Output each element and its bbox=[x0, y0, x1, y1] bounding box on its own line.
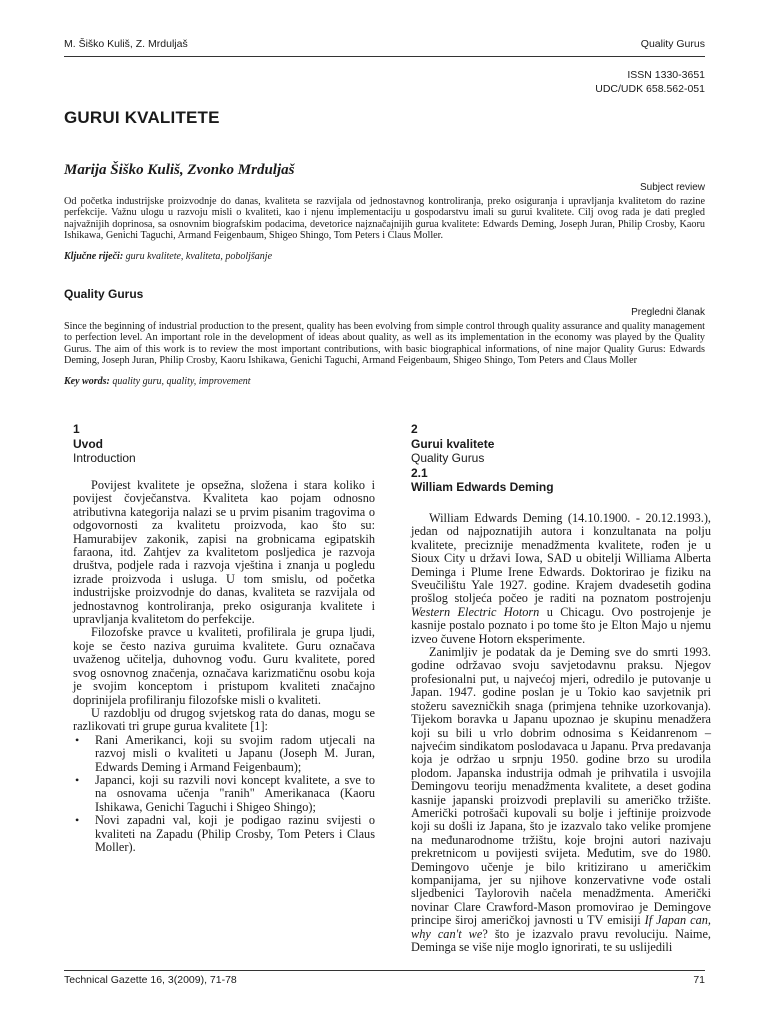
header-authors: M. Šiško Kuliš, Z. Mrduljaš bbox=[64, 38, 188, 50]
right-column bbox=[411, 512, 711, 954]
page-number: 71 bbox=[693, 974, 705, 986]
abstract-english: Since the beginning of industrial production to the present, quality has been evolving from simple control through quality assurance and quality management to perfection level. An important role in the development of ideas about quality, as well as its implementation in the economy was played by the Quality Gurus. The aim of this work is to review the most important contributions, with basic biographical informations, of nine major Quality Gurus: Edwards Deming, Joseph Juran, Philip Crosby, Kaoru Ishikawa, Genichi Taguchi, Armand Feigenbaum, Shigeo Shingo, Tom Peters and Claus Moller bbox=[64, 321, 705, 367]
intro-paragraph-3: U razdoblju od drugog svjetskog rata do danas, mogu se razlikovati tri grupe gurua kvalitete [1]: bbox=[73, 705, 375, 734]
paper-authors: Marija Šiško Kuliš, Zvonko Mrduljaš bbox=[64, 162, 295, 178]
list-item: • Japanci, koji su razvili novi koncept kvalitete, a sve to na osnovama učenja "ranih" Amerikanaca (Kaoru Ishikawa, Genichi Taguchi i Shigeo Shingo); bbox=[95, 774, 375, 814]
section-2-title: Gurui kvalitete bbox=[411, 436, 495, 451]
tv-show-title: If Japan can, why can't we bbox=[411, 913, 711, 941]
section-1-number: 1 bbox=[73, 422, 80, 436]
intro-paragraph-1: Povijest kvalitete je opsežna, složena i stara koliko i povijest čovječanstva. Kvaliteta kao pojam odnosno atributivna kategorija nalazi se u prvim pisanim tragovima o odgovornosti za kvalitetu proizvoda, kao što su: Hamurabijev zakonik, zapisi na grobnicama egipatskih faraona, itd. Zahtjev za kvalitetom posljedica je razvoja društva, podjele rada i razvoja vještina i znanja u pogledu izrade proizvoda i usluga. U tom smislu, od početka industrijske proizvodnje do danas, kvaliteta se razvijala od jednostavnog kontroliranja, preko osiguranja kvalitete i upravljanja kvalitetom do perfekcije. bbox=[73, 478, 375, 627]
section-2-subtitle: Quality Gurus bbox=[411, 451, 485, 465]
header-rule bbox=[64, 56, 705, 57]
section-2-1-number: 2.1 bbox=[411, 465, 428, 480]
keywords-label-hr: Ključne riječi: bbox=[64, 251, 124, 262]
article-type-en: Subject review bbox=[639, 182, 705, 193]
section-1-heading bbox=[73, 422, 136, 466]
keywords-croatian bbox=[64, 251, 272, 262]
article-type-hr: Pregledni članak bbox=[631, 307, 705, 318]
deming-paragraph-2 bbox=[411, 646, 711, 954]
deming-p1-text-a: William Edwards Deming (14.10.1900. - 20.12.1993.), jedan od najpoznatijih autora i konzultanata na polju kvalitete, preciznije menadžmenta kvalitete, rođen je u Sioux City u državi Iowa, SAD u obitelji Williama Alberta Deminga i Plume Irene Edwards. Doktorirao je fiziku na Sveučilištu Yale 1927. godine. Krajem dvadesetih godina prošlog stoljeća počeo je raditi na poznatom postrojenju bbox=[411, 511, 711, 606]
section-2-number: 2 bbox=[411, 422, 418, 436]
keywords-label-en: Key words: bbox=[64, 376, 110, 387]
footer-citation: Technical Gazette 16, 3(2009), 71-78 bbox=[64, 974, 237, 986]
header-journal-section: Quality Gurus bbox=[640, 38, 705, 50]
section-1-title: Uvod bbox=[73, 436, 103, 451]
list-item: • Rani Amerikanci, koji su svojim radom utjecali na razvoj misli o kvaliteti u Japanu (Joseph M. Juran, Edwards Deming i Armand Feigenbaum); bbox=[95, 734, 375, 774]
udc-number: UDC/UDK 658.562-051 bbox=[595, 83, 705, 95]
footer-rule bbox=[64, 970, 705, 971]
issn-block bbox=[595, 68, 705, 96]
keywords-text-en: quality guru, quality, improvement bbox=[112, 376, 251, 387]
deming-p1-text-b: u Chicagu. Ovo postrojenje je kasnije postalo poznato i po tome što je Elton Majo u njemu izveo čuvene Hotorn eksperimente. bbox=[411, 604, 711, 646]
issn-number: ISSN 1330-3651 bbox=[627, 69, 705, 81]
deming-paragraph-1 bbox=[411, 512, 711, 646]
deming-p2-text-a: Zanimljiv je podatak da je Deming sve do smrti 1993. godine održavao svoju savjetodavnu praksu. Njegov profesionalni put, u najvećoj mjeri, odredilo je putovanje u Japan. 1947. godine poslan je u Tokio kao savjetnik pri stožeru savezničkih snaga (primjena tehnike uzorkovanja). Tijekom boravka u Japanu upoznao je skupinu menadžera koji su bili u vrlo dobrim odnosima s Keidanrenom – najvećim sindikatom poslodavaca u Japanu. Prva predavanja koja je održao u srpnju 1950. godine brzo su urodila plodom. Japanska industrija odmah je prihvatila i usvojila Demingovu teoriju menadžmenta kvalitete, a deset godina kasnije japanski proizvodi preplavili su američko tržište. Američki potrošači kupovali su bolje i jeftinije proizvode koji su došli iz Japana, što je izazvalo tako velike promjene na međunarodnome tržištu, koje brojni autori nazivaju prekretnicom u povijesti svijeta. Međutim, sve do 1980. Demingovo učenje je bilo kritizirano u američkim kompanijama, jer su njihove konzervativne vođe ostali sljedbenici Taylorovih načela menadžmenta. Američki novinar Clare Crawford-Mason promovirao je Demingove principe široj američkoj javnosti u TV emisiji bbox=[411, 645, 711, 928]
western-electric-name: Western Electric Hotorn bbox=[411, 604, 540, 619]
list-item: • Novi zapadni val, koji je podigao razinu svijesti o kvaliteti na Zapadu (Philip Crosby, Tom Peters i Claus Moller). bbox=[95, 814, 375, 854]
intro-paragraph-2: Filozofske pravce u kvaliteti, profilirala je grupa ljudi, koje se često naziva guruima kvalitete. Guru označava uvaženog učitelja, duhovnog vođu. Guru kvalitete, pored svog osnovnog značenja, označava karizmatičnu osobu koja je svojim konceptom i pristupom kvaliteti značajno doprinijela profiliranju filozofske misli o kvaliteti. bbox=[73, 625, 375, 707]
running-header bbox=[64, 38, 705, 54]
paper-title: GURUI KVALITETE bbox=[64, 108, 220, 127]
section-2-1-title: William Edwards Deming bbox=[411, 480, 554, 494]
english-title: Quality Gurus bbox=[64, 287, 144, 301]
keywords-english bbox=[64, 376, 251, 387]
deming-p2-text-b: ? što je izazvalo pravu revoluciju. Naime, Deminga se više nije moglo ignorirati, te su uslijedili bbox=[411, 926, 711, 954]
section-2-heading bbox=[411, 422, 554, 495]
guru-groups-list bbox=[73, 734, 375, 855]
abstract-croatian: Od početka industrijske proizvodnje do danas, kvaliteta se razvijala od jednostavnog kontroliranja, preko osiguranja i upravljanja kvalitetom do razine perfekcije. Važnu ulogu u razvoju misli o kvaliteti, kao i njenu implementaciju u gospodarstvu imali su gurui kvalitete. Cilj ovog rada je dati pregled najvažnijih doprinosa, sa osnovnim biografskim podacima, devetorice najznačajnijih gurua kvalitete: Edwards Deming, Joseph Juran, Philip Crosby, Kaoru Ishikawa, Genichi Taguchi, Armand Feigenbaum, Shigeo Shingo, Tom Peters i Claus Moller. bbox=[64, 196, 705, 242]
keywords-text-hr: guru kvalitete, kvaliteta, poboljšanje bbox=[125, 251, 273, 262]
left-column bbox=[73, 479, 375, 854]
section-1-subtitle: Introduction bbox=[73, 451, 136, 465]
